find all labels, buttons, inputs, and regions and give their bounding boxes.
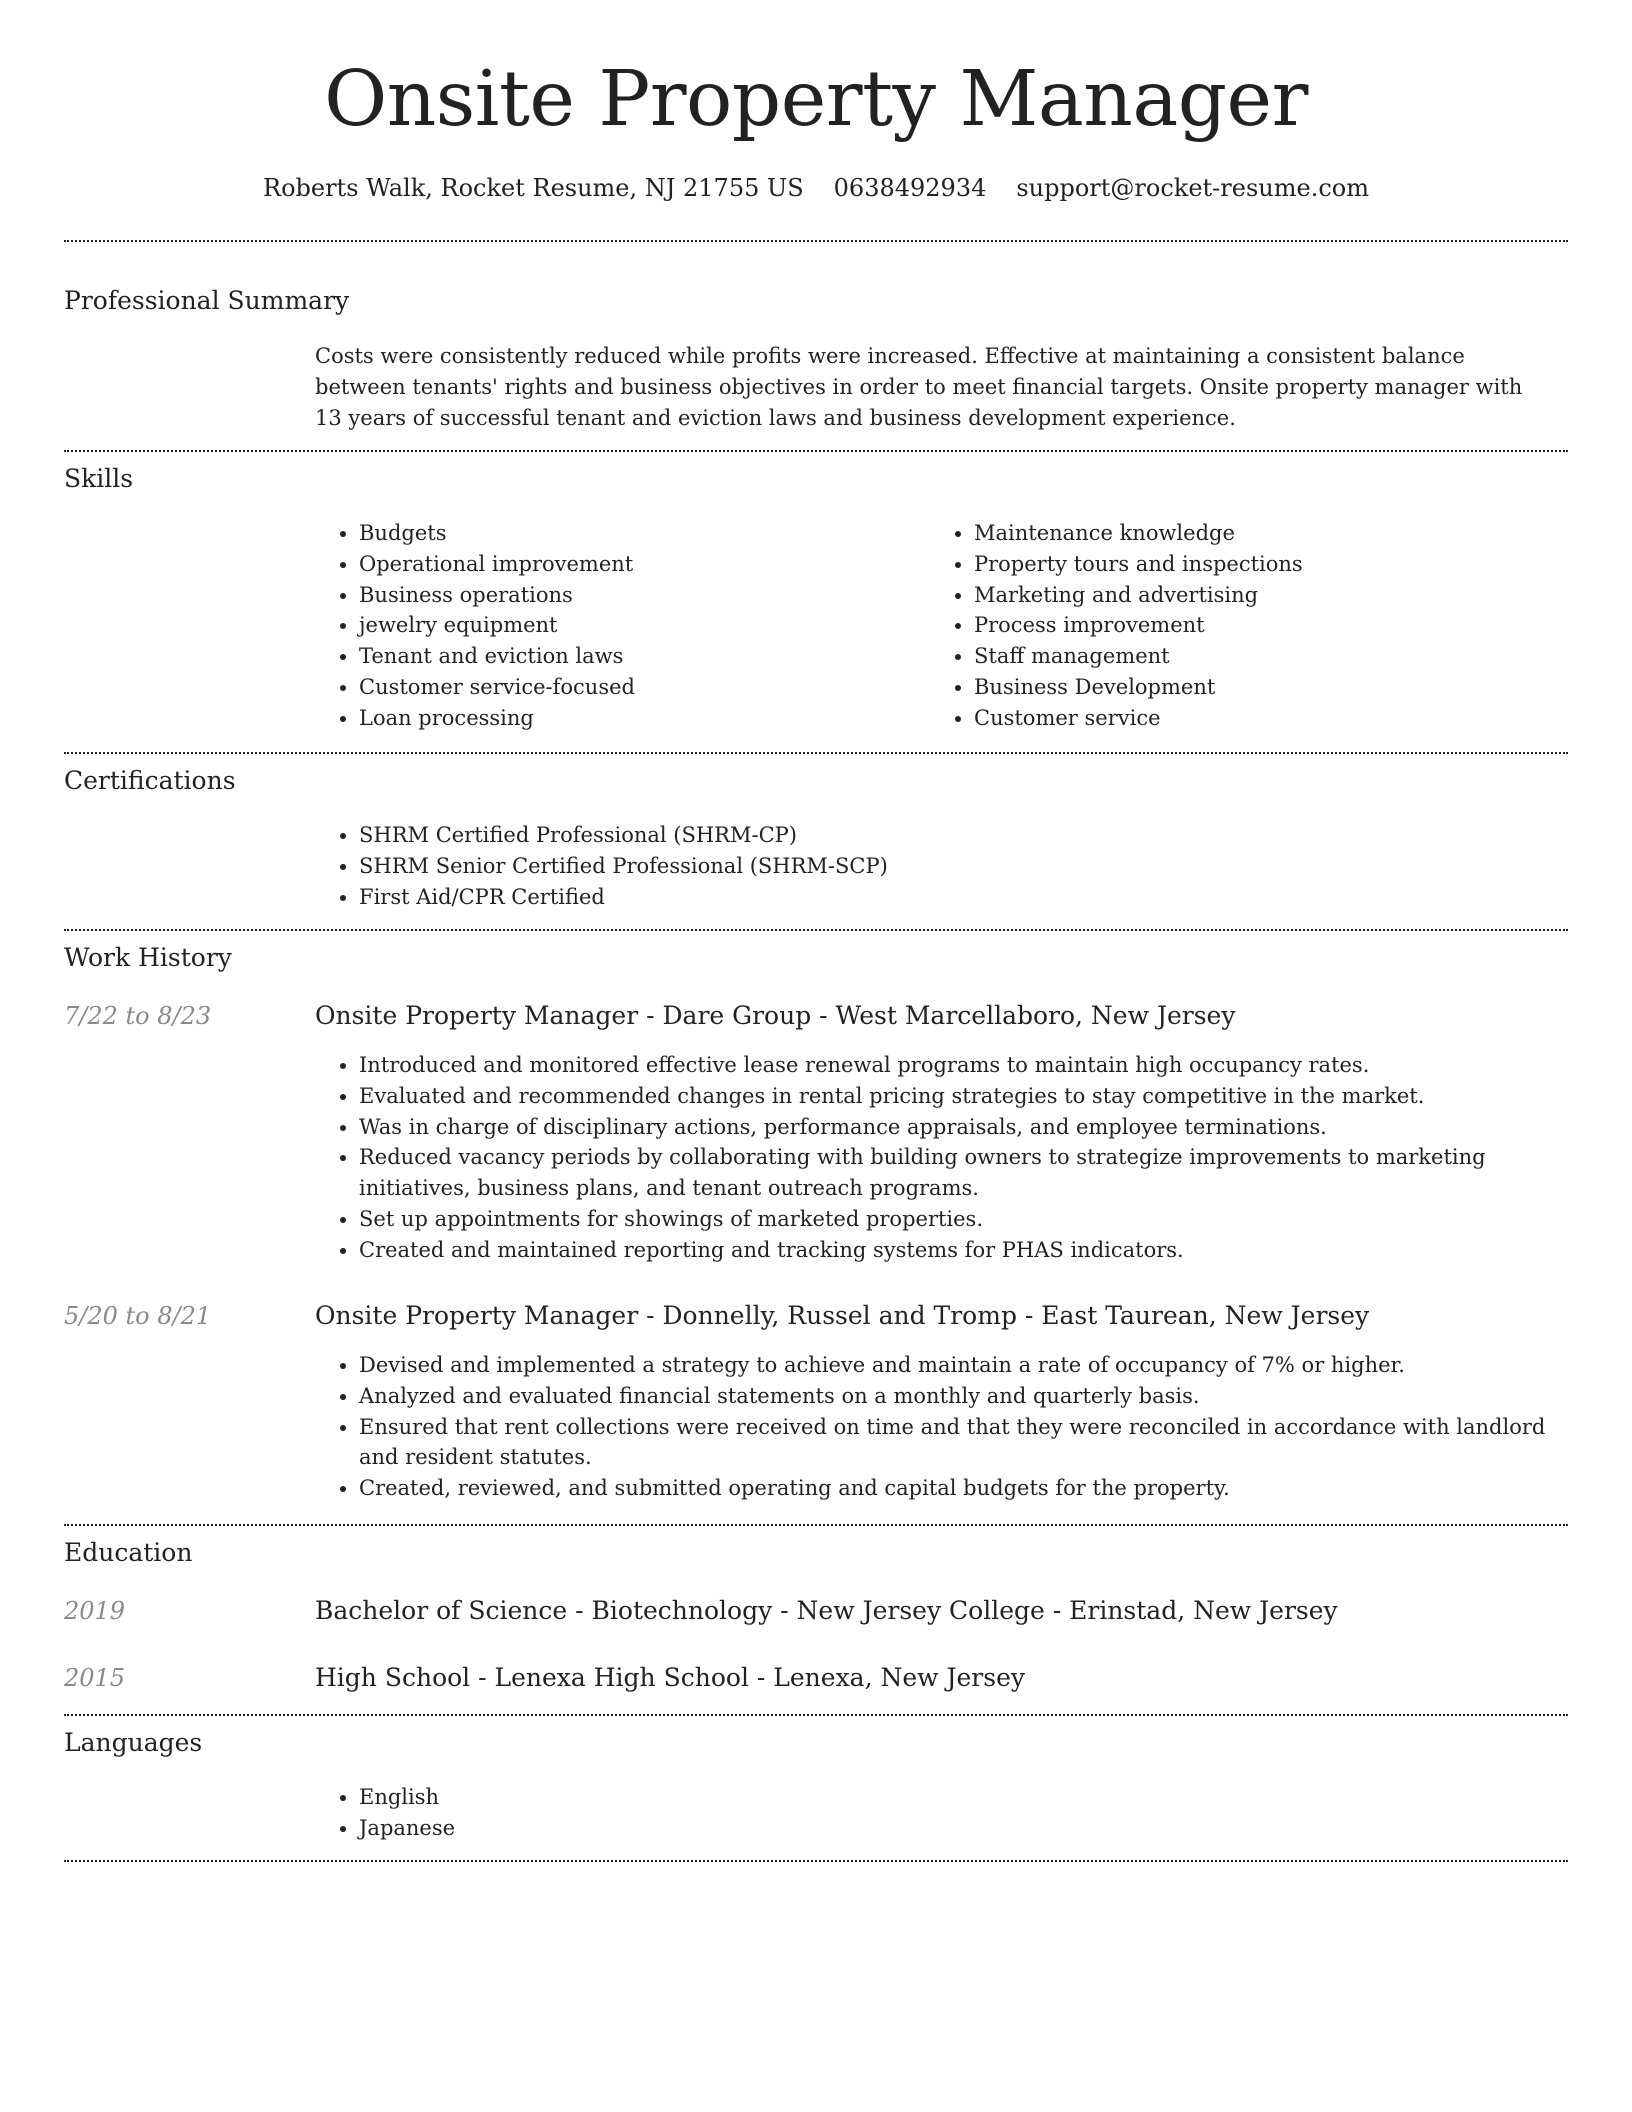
job-bullet: • Created and maintained reporting and tracking systems for PHAS indicators.	[359, 1235, 1569, 1266]
skill-item: • Staff management	[974, 641, 1594, 672]
contact-address: Roberts Walk, Rocket Resume, NJ 21755 US	[263, 174, 804, 202]
education-heading: High School - Lenexa High School - Lenexa, New Jersey	[315, 1663, 1025, 1692]
section-divider	[64, 1714, 1568, 1716]
job-heading: Onsite Property Manager - Donnelly, Russel and Tromp - East Taurean, New Jersey	[315, 1301, 1370, 1330]
skill-item: • Marketing and advertising	[974, 580, 1594, 611]
work-title: Work History	[64, 943, 232, 972]
skill-item: • Customer service-focused	[359, 672, 919, 703]
summary-title: Professional Summary	[64, 286, 350, 315]
languages-list	[315, 1782, 959, 1844]
skill-item: • Budgets	[359, 518, 919, 549]
skill-item: • jewelry equipment	[359, 610, 919, 641]
contact-email: support@rocket-resume.com	[1016, 174, 1369, 202]
language-item: • Japanese	[359, 1813, 959, 1844]
skill-item: • Tenant and eviction laws	[359, 641, 919, 672]
skill-item: • Loan processing	[359, 703, 919, 734]
certification-item: • First Aid/CPR Certified	[359, 882, 1559, 913]
skill-item: • Business Development	[974, 672, 1594, 703]
contact-line	[64, 170, 1568, 206]
skill-item: • Maintenance knowledge	[974, 518, 1594, 549]
job-bullet: • Devised and implemented a strategy to achieve and maintain a rate of occupancy of 7% or higher.	[359, 1350, 1569, 1381]
skill-item: • Operational improvement	[359, 549, 919, 580]
certifications-title: Certifications	[64, 766, 236, 795]
section-divider	[64, 1524, 1568, 1526]
skill-item: • Property tours and inspections	[974, 549, 1594, 580]
job-bullets	[315, 1350, 1569, 1504]
job-bullet: • Evaluated and recommended changes in rental pricing strategies to stay competitive in the market.	[359, 1081, 1569, 1112]
skill-item: • Business operations	[359, 580, 919, 611]
section-divider	[64, 1860, 1568, 1862]
job-heading: Onsite Property Manager - Dare Group - West Marcellaboro, New Jersey	[315, 1001, 1236, 1030]
job-bullet: • Created, reviewed, and submitted operating and capital budgets for the property.	[359, 1473, 1569, 1504]
summary-text: Costs were consistently reduced while profits were increased. Effective at maintaining a consistent balance between tenants' rights and business objectives in order to meet financial targets. Onsite property manager with 13 years of successful tenant and eviction laws and business development experience.	[315, 344, 1523, 430]
job-bullet: • Reduced vacancy periods by collaborating with building owners to strategize improvements to marketing initiatives, business plans, and tenant outreach programs.	[359, 1142, 1569, 1204]
skills-title: Skills	[64, 464, 134, 493]
skill-item: • Process improvement	[974, 610, 1594, 641]
certifications-list	[315, 820, 1559, 912]
section-divider	[64, 450, 1568, 452]
job-dates: 5/20 to 8/21	[64, 1302, 212, 1330]
education-title: Education	[64, 1538, 193, 1567]
languages-title: Languages	[64, 1728, 203, 1757]
job-bullet: • Ensured that rent collections were received on time and that they were reconciled in accordance with landlord and resident statutes.	[359, 1412, 1569, 1474]
skills-list-left	[315, 518, 919, 734]
language-item: • English	[359, 1782, 959, 1813]
section-divider	[64, 929, 1568, 931]
certification-item: • SHRM Senior Certified Professional (SHRM-SCP)	[359, 851, 1559, 882]
education-year: 2019	[64, 1597, 126, 1625]
job-bullet: • Set up appointments for showings of marketed properties.	[359, 1204, 1569, 1235]
skills-list-right	[930, 518, 1594, 734]
resume-name: Onsite Property Manager	[324, 55, 1308, 144]
job-bullet: • Was in charge of disciplinary actions, performance appraisals, and employee terminations.	[359, 1112, 1569, 1143]
section-divider	[64, 240, 1568, 242]
section-divider	[64, 752, 1568, 754]
job-dates: 7/22 to 8/23	[64, 1002, 212, 1030]
contact-phone: 0638492934	[833, 174, 987, 202]
job-bullet: • Introduced and monitored effective lease renewal programs to maintain high occupancy rates.	[359, 1050, 1569, 1081]
education-heading: Bachelor of Science - Biotechnology - New Jersey College - Erinstad, New Jersey	[315, 1596, 1338, 1625]
certification-item: • SHRM Certified Professional (SHRM-CP)	[359, 820, 1559, 851]
job-bullets	[315, 1050, 1569, 1266]
job-bullet: • Analyzed and evaluated financial statements on a monthly and quarterly basis.	[359, 1381, 1569, 1412]
skill-item: • Customer service	[974, 703, 1594, 734]
education-year: 2015	[64, 1664, 126, 1692]
